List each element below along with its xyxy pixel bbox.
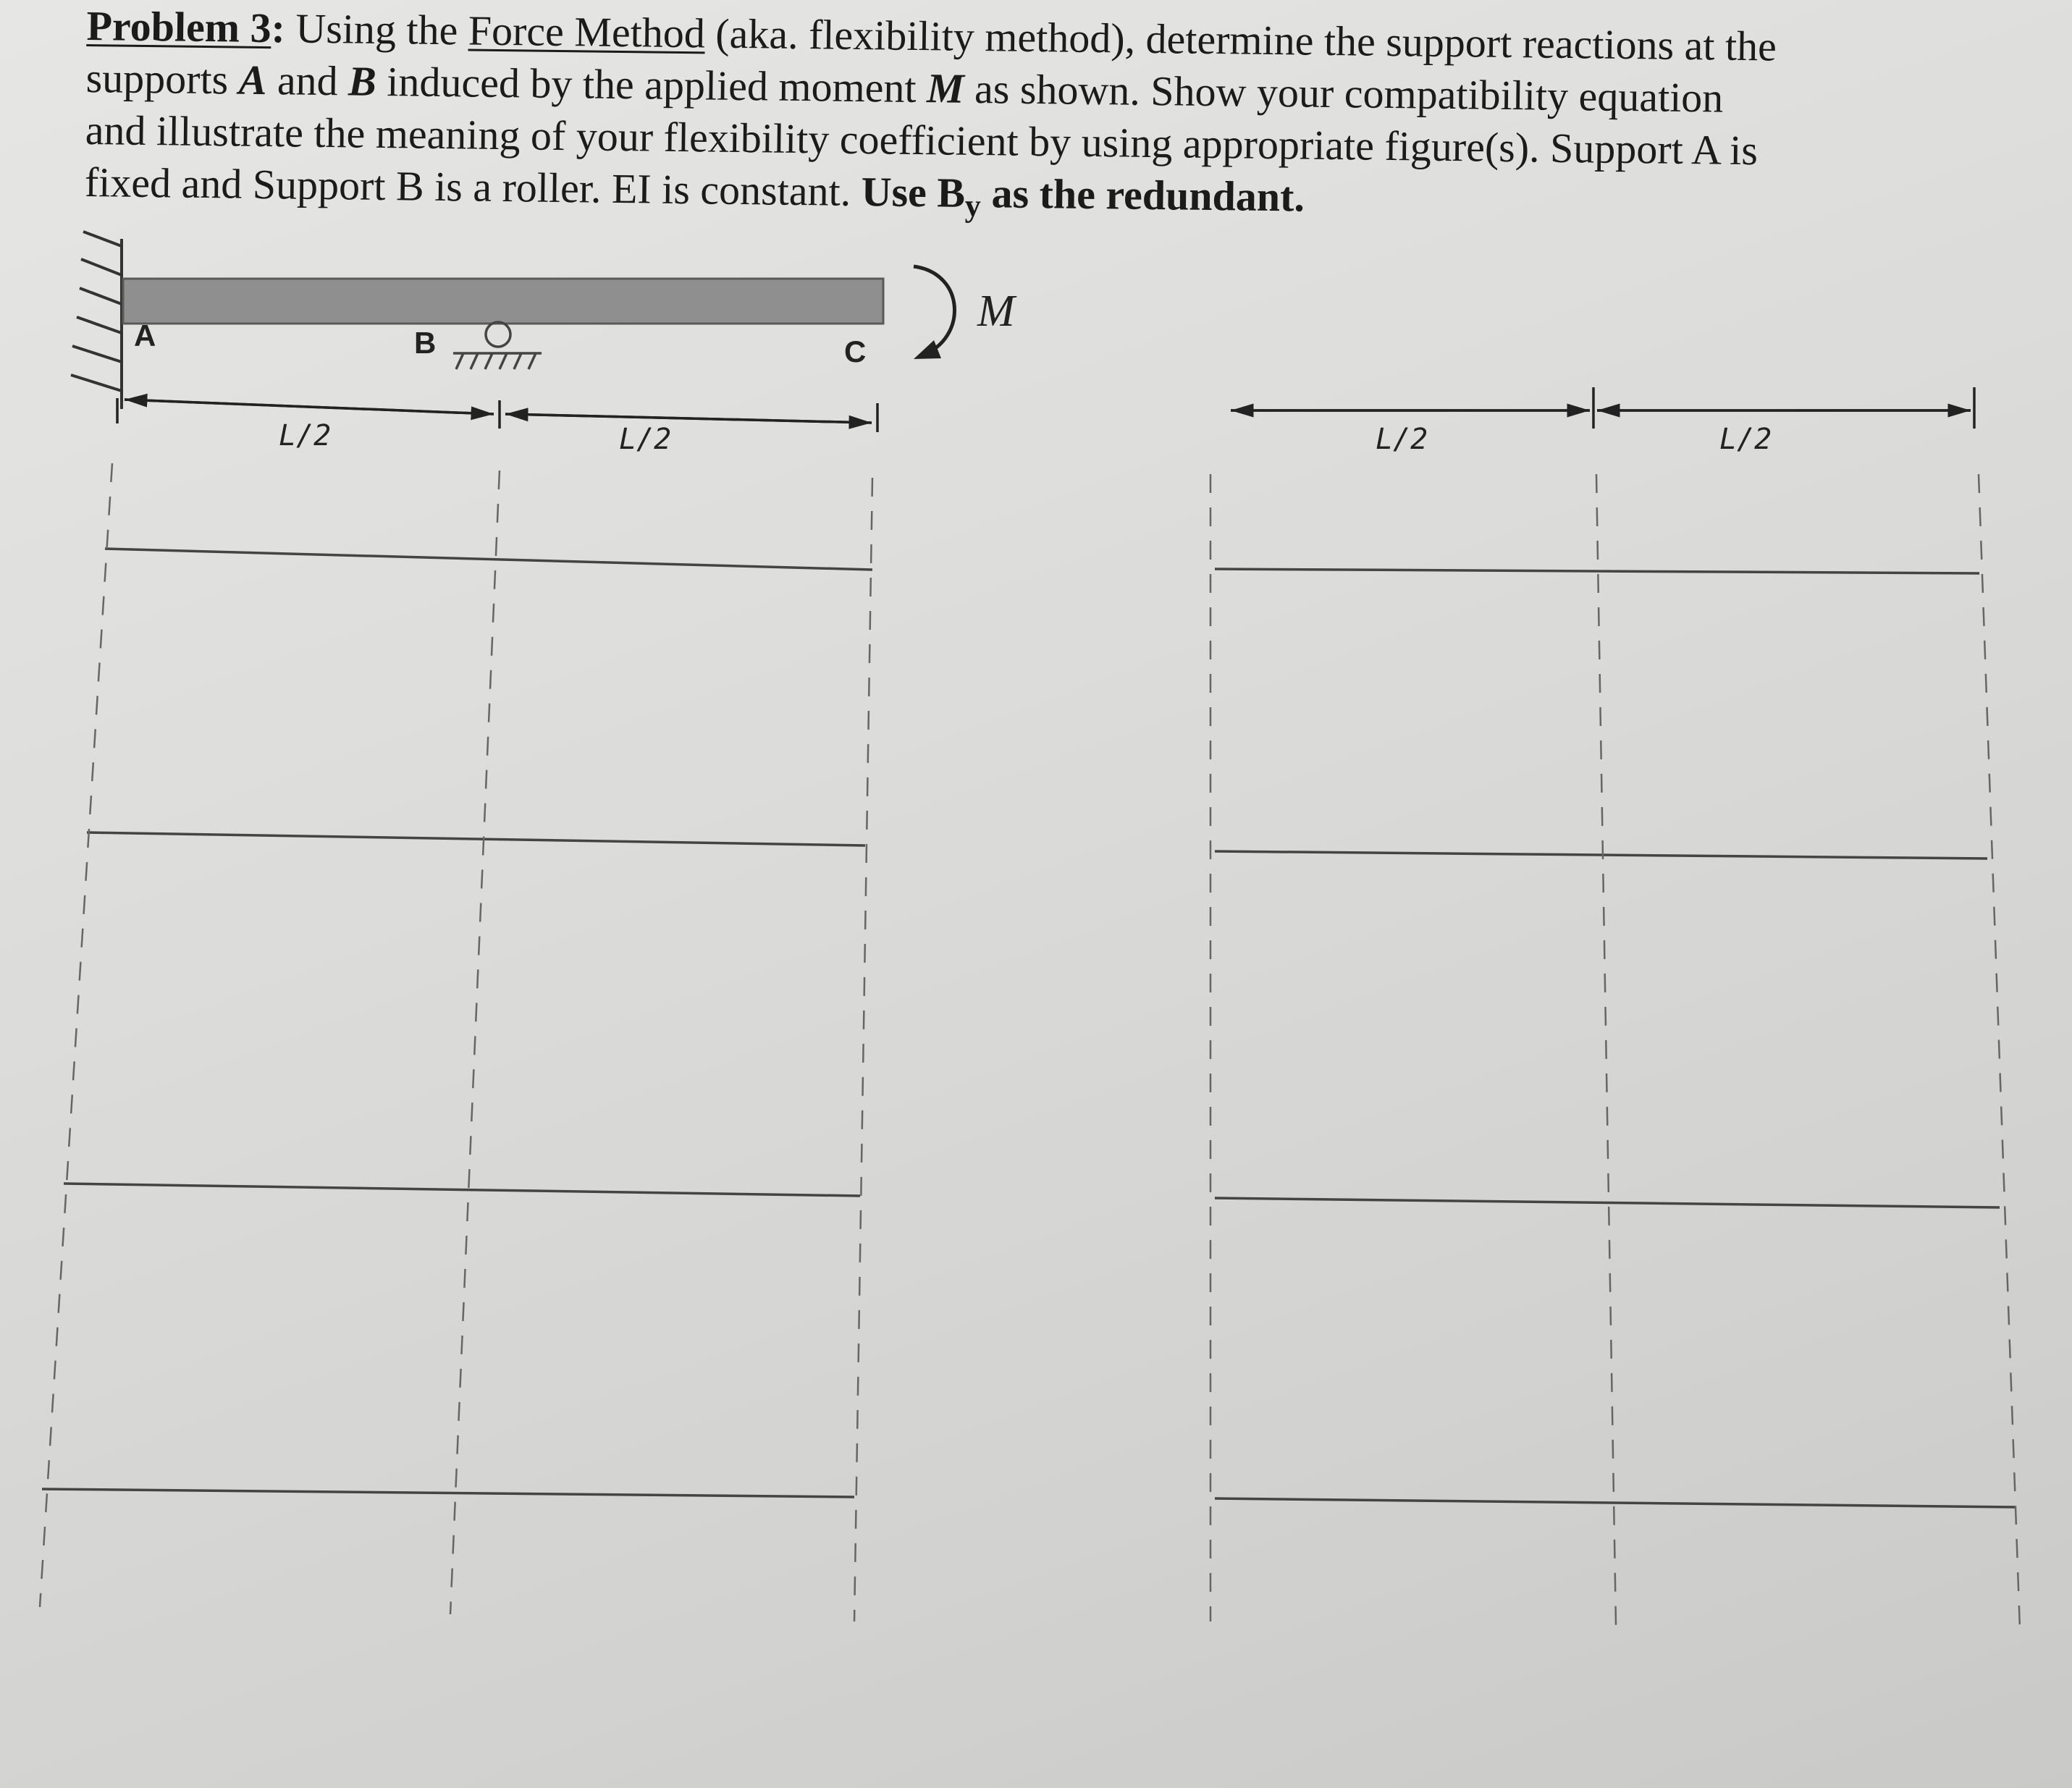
applied-moment-arrow (914, 266, 954, 359)
left-guide-a (40, 463, 112, 1607)
dim-left-label: L/2 (279, 419, 332, 452)
problem-line-1: Problem 3: Using the Force Method (aka. flexibility method), determine the support reactions at the (86, 1, 1777, 70)
right-guide-c (1979, 474, 2020, 1629)
left-guide-c (854, 478, 872, 1622)
problem-line-2: supports A and B induced by the applied moment M as shown. Show your compatibility equation (85, 54, 1724, 122)
right-dim-right-label: L/2 (1719, 423, 1772, 456)
method-name: Force Method (468, 7, 706, 57)
fixed-support-a (71, 232, 122, 409)
dim-right-label: L/2 (619, 423, 672, 456)
support-b-symbol: B (348, 57, 377, 105)
problem-line-4: fixed and Support B is a roller. EI is constant. Use $B_y$ as the redundant. (84, 158, 1305, 224)
right-baseline-3 (1215, 1198, 2000, 1207)
left-baseline-2 (87, 832, 865, 845)
beam-dimension-line (117, 398, 877, 432)
right-baseline-1 (1215, 569, 1979, 573)
label-b: B (414, 326, 437, 360)
problem-line-3: and illustrate the meaning of your flexibility coefficient by using appropriate figure(s). Support A is (85, 106, 1759, 174)
right-guide-b (1596, 474, 1616, 1625)
beam (123, 279, 883, 324)
label-a: A (134, 319, 156, 353)
left-baseline-3 (64, 1184, 860, 1196)
support-a-symbol: A (238, 56, 267, 104)
right-baseline-4 (1215, 1498, 2016, 1507)
right-dim-left-label: L/2 (1376, 423, 1428, 456)
right-baseline-2 (1215, 851, 1987, 859)
left-baseline-4 (42, 1489, 854, 1497)
moment-symbol: M (926, 64, 965, 112)
redundant-instruction: Use $B_y$ as the redundant. (861, 168, 1305, 224)
roller-support-b (453, 322, 542, 369)
label-c: C (844, 334, 867, 368)
right-diagram-grid (1210, 387, 2020, 1629)
left-baseline-1 (105, 549, 872, 570)
left-guide-b (450, 471, 500, 1614)
moment-label: M (977, 287, 1015, 336)
problem-heading: Problem 3 (86, 1, 272, 52)
left-diagram-grid (40, 463, 872, 1622)
